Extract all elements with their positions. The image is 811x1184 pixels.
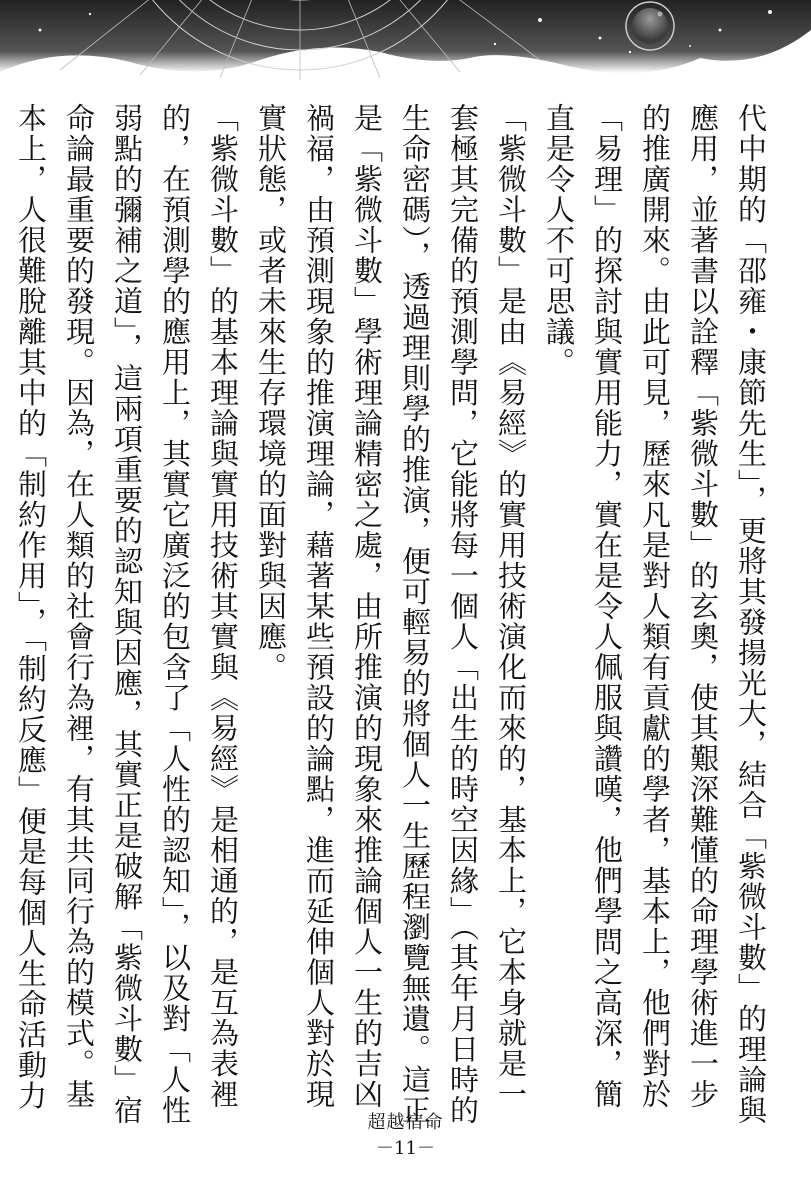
vertical-text-body	[0, 103, 775, 1133]
page-number: －11－	[376, 1138, 435, 1159]
paragraph: 「紫微斗數」是由《易經》的實用技術演化而來的，基本上，它本身就是一套極其完備的預測學問，它能將每一個人「出生的時空因緣」（其年月日時的生命密碼），透過理則學的推演，便可輕易的將個人一生歷程瀏覽無遺。這正是「紫微斗數」學術理論精密之處，由所推演的現象來推論個人一生的吉凶禍福，由預測現象的推演理論，藉著某些預設的論點，進而延伸個人對於現實狀態，或者未來生存環境的面對與因應。	[254, 103, 528, 1126]
paragraph: 「紫微斗數」的基本理論與實用技術其實與《易經》是相通的，是互為表裡的，在預測學的應用上，其實它廣泛的包含了「人性的認知」，以及對「人性弱點的彌補之道」，這兩項重要的認知與因應，其實正是破解「紫微斗數」宿命論最重要的發現。因為，在人類的社會行為裡，有其共同行為的模式。基本上，人很難脫離其中的「制約作用」，「制約反應」便是每個人生命活動力	[14, 103, 240, 1126]
book-title: 超越宿命	[367, 1112, 444, 1133]
paragraph: 代中期的「邵雍・康節先生」，更將其發揚光大，結合「紫微斗數」的理論與應用，並著書以詮釋「紫微斗數」的玄奧，使其艱深難懂的命理學術進一步的推廣開來。由此可見，歷來凡是對人類有貢獻的學者，基本上，他們對於「易理」的探討與實用能力，實在是令人佩服與讚嘆，他們學問之高深，簡直是令人不可思議。	[542, 103, 768, 1126]
decorative-header-banner	[0, 0, 811, 88]
zodiac-wheel-illustration	[0, 0, 811, 88]
